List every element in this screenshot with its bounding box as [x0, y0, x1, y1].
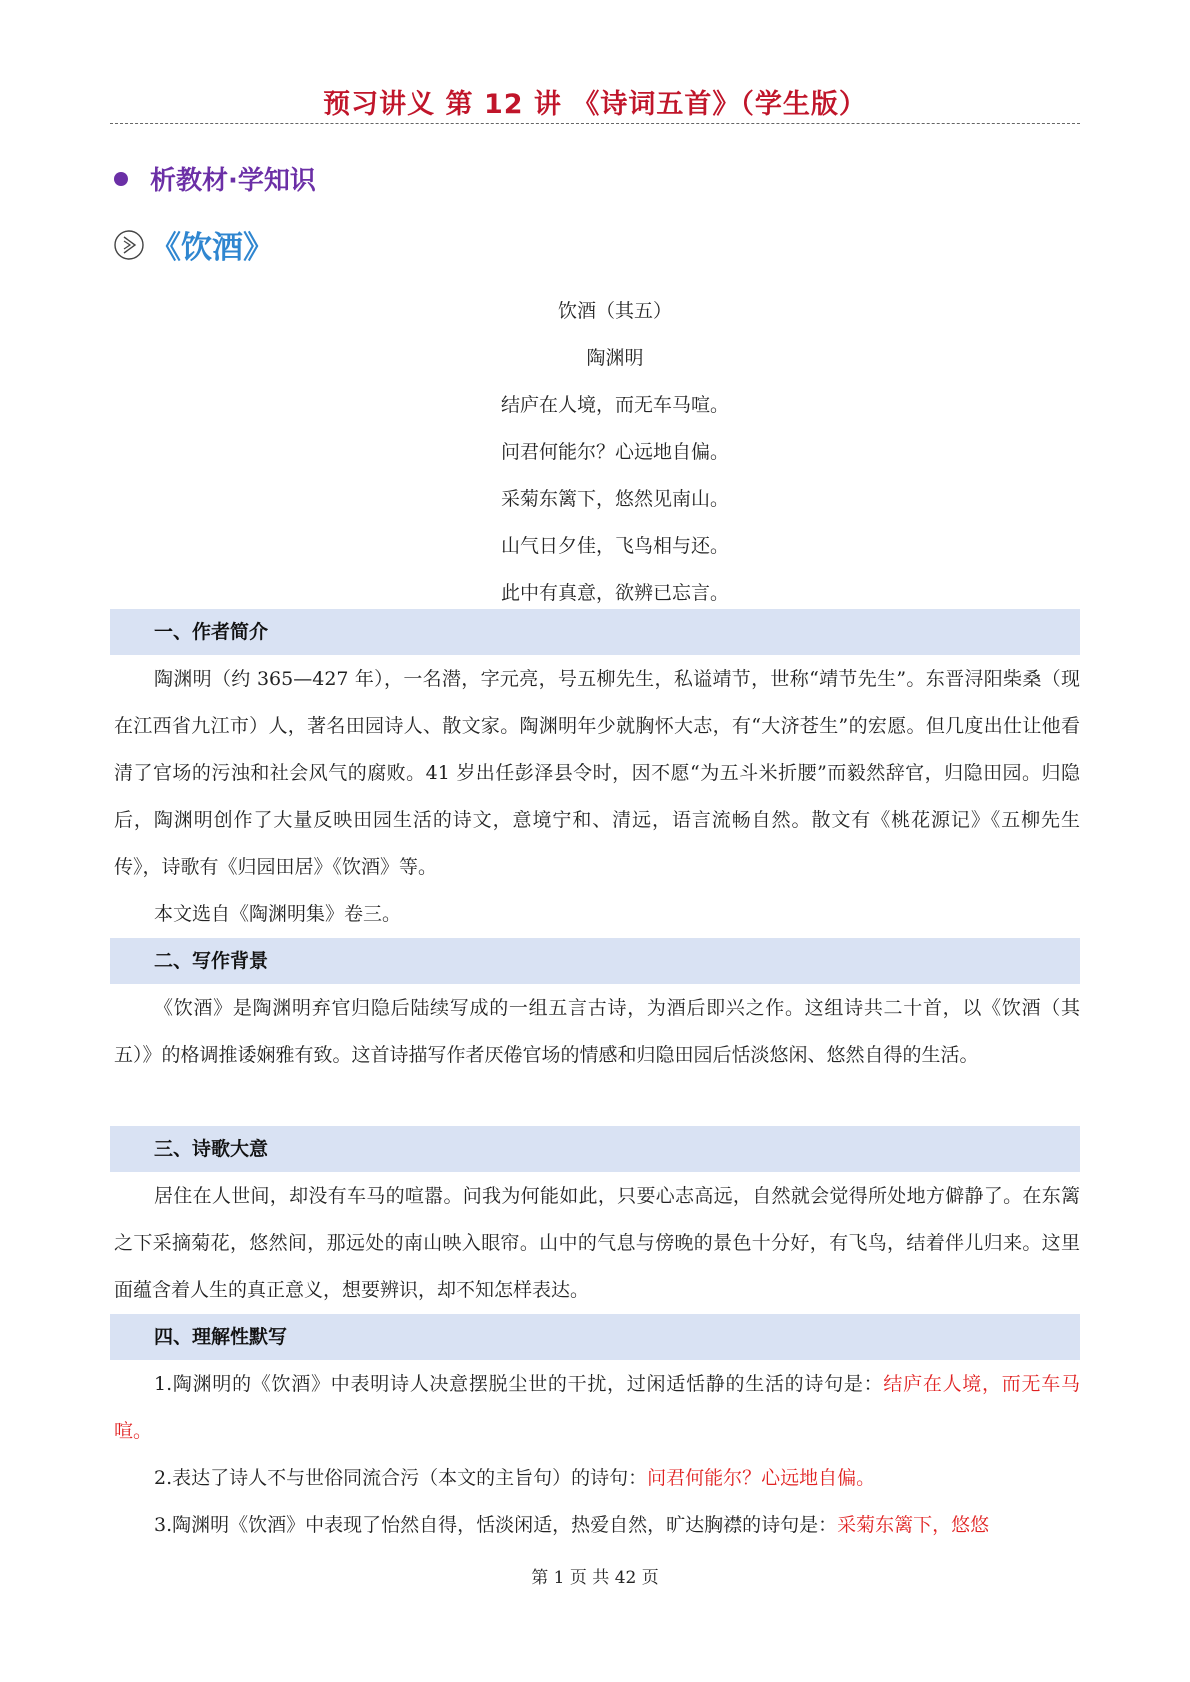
poem-line: 结庐在人境，而无车马喧。 — [500, 394, 729, 416]
dictation-item — [114, 1455, 1080, 1502]
section-heading — [114, 160, 316, 197]
poem-line: 问君何能尔？心远地自偏。 — [500, 441, 729, 463]
dictation-answer: 采菊东篱下，悠悠 — [837, 1514, 990, 1536]
dictation-question: 1.陶渊明的《饮酒》中表明诗人决意摆脱尘世的干扰，过闲适恬静的生活的诗句是： — [154, 1373, 884, 1395]
poem-line: 山气日夕佳，飞鸟相与还。 — [500, 535, 729, 557]
dictation-question: 3.陶渊明《饮酒》中表现了怡然自得，恬淡闲适，热爱自然，旷达胸襟的诗句是： — [154, 1514, 838, 1536]
poem-line: 此中有真意，欲辨已忘言。 — [500, 582, 729, 604]
section-heading-text: 析教材·学知识 — [150, 166, 316, 196]
dictation-item — [114, 1502, 1080, 1549]
dictation-answer: 结庐在人境，而无车马喧。 — [114, 1373, 1080, 1442]
page-footer: 第 1 页 共 42 页 — [531, 1568, 659, 1588]
band-dictation: 四、理解性默写 — [110, 1314, 1080, 1360]
poem-block — [110, 288, 1120, 617]
poem-heading — [112, 222, 274, 267]
poem-author: 陶渊明 — [586, 347, 644, 369]
dictation-item — [114, 1361, 1080, 1455]
paragraph-author-intro: 陶渊明（约 365—427 年），一名潜，字元亮，号五柳先生，私谥靖节，世称“靖节先生”。东晋浔阳柴桑（现在江西省九江市）人，著名田园诗人、散文家。陶渊明年少就胸怀大志，有“大济苍生”的宏愿。但几度出仕让他看清了官场的污浊和社会风气的腐败。41 岁出任彭泽县令时，因不愿“为五斗米折腰”而毅然辞官，归隐田园。归隐后，陶渊明创作了大量反映田园生活的诗文，意境宁和、清远，语言流畅自然。散文有《桃花源记》《五柳先生传》，诗歌有《归园田居》《饮酒》等。 — [114, 668, 1080, 878]
bullet-icon — [114, 172, 128, 186]
paragraph-meaning: 居住在人世间，却没有车马的喧嚣。问我为何能如此，只要心志高远，自然就会觉得所处地方僻静了。在东篱之下采摘菊花，悠然间，那远处的南山映入眼帘。山中的气息与傍晚的景色十分好，有飞鸟，结着伴儿归来。这里面蕴含着人生的真正意义，想要辨识，却不知怎样表达。 — [114, 1185, 1080, 1301]
band-background: 二、写作背景 — [110, 938, 1080, 984]
paragraph-background: 《饮酒》是陶渊明弃官归隐后陆续写成的一组五言古诗，为酒后即兴之作。这组诗共二十首，以《饮酒（其五）》的格调推诿娴雅有致。这首诗描写作者厌倦官场的情感和归隐田园后恬淡悠闲、悠然自得的生活。 — [114, 997, 1080, 1066]
band-meaning: 三、诗歌大意 — [110, 1126, 1080, 1172]
paragraph-source: 本文选自《陶渊明集》卷三。 — [154, 903, 402, 925]
page-header-title: 预习讲义 第 12 讲 《诗词五首》（学生版） — [323, 89, 867, 120]
band-author-intro: 一、作者简介 — [110, 609, 1080, 655]
arrow-circle-icon — [112, 228, 146, 262]
header-divider — [110, 123, 1080, 124]
dictation-question: 2.表达了诗人不与世俗同流合污（本文的主旨句）的诗句： — [154, 1467, 648, 1489]
dictation-answer: 问君何能尔？心远地自偏。 — [647, 1467, 876, 1489]
poem-heading-text: 《饮酒》 — [150, 230, 274, 266]
poem-line: 采菊东篱下，悠然见南山。 — [500, 488, 729, 510]
poem-title: 饮酒（其五） — [557, 300, 672, 322]
